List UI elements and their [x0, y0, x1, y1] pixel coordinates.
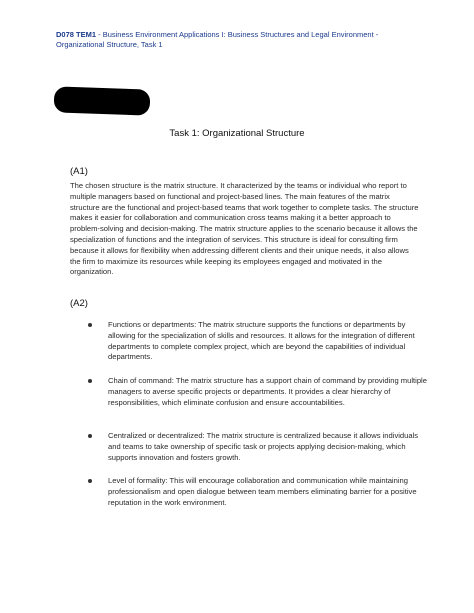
- bullet-icon: [88, 379, 92, 383]
- page-title: Task 1: Organizational Structure: [169, 128, 305, 139]
- header-title: - Business Environment Applications I: Business Structures and Legal Environment - Organizational Structure, Task 1: [56, 30, 379, 49]
- list-item-text: Centralized or decentralized: The matrix structure is centralized because it allows individuals and teams to take ownership of specific task or projects applying decision-making, which supports innovation and fosters growth.: [108, 431, 419, 462]
- section-a1-paragraph: The chosen structure is the matrix structure. It characterized by the teams or individual who report to multiple managers based on functional and project-based lines. The main features of the matrix structure are the functional and project-based teams that work together to complete tasks. The structure makes it easier for collaboration and communication cross teams making it a better approach to problem-solving and decision-making. The matrix structure applies to the scenario because it allows the specialization of functions and the integration of services. This structure is ideal for consulting firm because it allows for flexibility when addressing different clients and their unique needs, it also allows the firm to maximize its resources while keeping its employees engaged and motivated in the organization.: [70, 181, 419, 277]
- bullet-icon: [88, 323, 92, 327]
- bullet-icon: [88, 434, 92, 438]
- course-code: D078 TEM1: [56, 30, 97, 39]
- document-header: [56, 30, 426, 50]
- list-item-text: Functions or departments: The matrix structure supports the functions or departments by allowing for the specialization of skills and resources. It allows for the integration of different departments to complete complex project, which are beyond the capabilities of individual departments.: [108, 320, 415, 362]
- list-item-text: Chain of command: The matrix structure has a support chain of command by providing multiple managers to averse specific projects or departments. It provides a clear hierarchy of responsibilities, which eliminate confusion and ensure accountabilities.: [108, 376, 427, 407]
- bullet-icon: [88, 479, 92, 483]
- section-label-a2: (A2): [70, 298, 88, 309]
- redaction-mark: [54, 86, 151, 115]
- section-label-a1: (A1): [70, 166, 88, 177]
- list-item-text: Level of formality: This will encourage collaboration and communication while maintaining professionalism and open dialogue between team members eliminating barrier for a positive reputation in the work environment.: [108, 476, 417, 507]
